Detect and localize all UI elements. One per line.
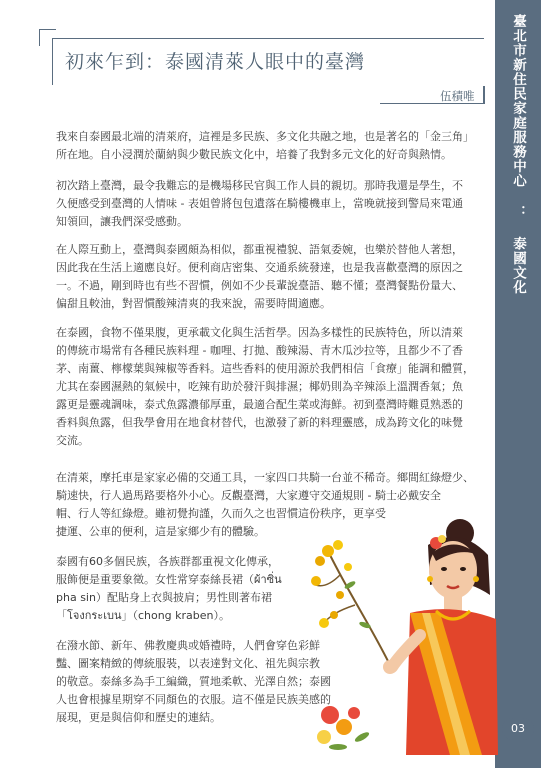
paragraph-line: 在潑水節、新年、佛教慶典或婚禮時，人們會穿色彩鮮 xyxy=(56,639,320,652)
thai-woman-illustration xyxy=(310,515,498,755)
paragraph-line: 所在地。自小浸潤於蘭納與少數民族文化中，培養了我對多元文化的好奇與熱情。 xyxy=(56,148,452,161)
paragraph-line: 茅、南薑、檸檬葉與辣椒等香料。這些香料的使用源於我們相信「食療」能調和體質， xyxy=(56,362,474,375)
paragraph-2 xyxy=(56,177,463,231)
paragraph-3 xyxy=(56,241,463,313)
paragraph-line: 展現，更是與信仰和歷史的連結。 xyxy=(56,711,221,724)
author-divider xyxy=(483,86,485,104)
paragraph-4 xyxy=(56,324,474,450)
paragraph-line: 露更是靈魂調味，泰式魚露濃郁厚重，最適合配生菜或海鮮。初到臺灣時難覓熟悉的 xyxy=(56,398,463,411)
flower-cluster xyxy=(317,706,370,750)
paragraph-6 xyxy=(56,553,282,625)
article-title: 初來乍到：泰國清萊人眼中的臺灣 xyxy=(65,51,366,73)
paragraph-1 xyxy=(56,128,474,164)
paragraph-line: 的敬意。泰絲多為手工編織，質地柔軟、光澤自然；泰國 xyxy=(56,675,331,688)
paragraph-line: 一。不過，剛到時也有些不習慣，例如不少長輩說臺語、聽不懂；臺灣餐點份量大、 xyxy=(56,279,463,292)
paragraph-7 xyxy=(56,637,331,727)
paragraph-line: 帽、行人等紅綠燈。雖初覺拘謹，久而久之也習慣這份秩序，更享受 xyxy=(56,507,386,520)
paragraph-line: pha sin）配貼身上衣與披肩；男性則著布裙 xyxy=(56,591,272,604)
paragraph-line: 久便感受到臺灣的人情味 - 表姐曾將包包遺落在騎樓機車上，當晚就接到警局來電通 xyxy=(56,197,463,210)
paragraph-line: 捷運、公車的便利，這是家鄉少有的體驗。 xyxy=(56,525,265,538)
paragraph-line: 騎速快，行人過馬路要格外小心。反觀臺灣，大家遵守交通規則 - 騎士必戴安全 xyxy=(56,489,441,502)
flower-branch xyxy=(311,540,390,665)
paragraph-line: 在清萊，摩托車是家家必備的交通工具，一家四口共騎一台並不稀奇。鄉間紅綠燈少、 xyxy=(56,471,474,484)
paragraph-line: 的傳統市場常有各種民族料理 - 咖哩、打拋、酸辣湯、青木瓜沙拉等，且都少不了香 xyxy=(56,344,463,357)
paragraph-line: 香料與魚露，但我學會用在地食材替代，也激發了新的料理靈感，成為跨文化的味覺 xyxy=(56,416,463,429)
article-author: 伍積唯 xyxy=(440,89,475,103)
paragraph-line: 在泰國，食物不僅果腹，更承載文化與生活哲學。因為多樣性的民族特色，所以清萊 xyxy=(56,326,463,339)
paragraph-line: 偏甜且較油，對習慣酸辣清爽的我來說，需要時間適應。 xyxy=(56,297,331,310)
paragraph-line: 在人際互動上，臺灣與泰國頗為相似，都重視禮貌、語氣委婉，也樂於替他人著想， xyxy=(56,243,463,256)
paragraph-line: 尤其在泰國濕熱的氣候中，吃辣有助於發汗與排濕；椰奶則為辛辣添上溫潤香氣；魚 xyxy=(56,380,463,393)
paragraph-line: 初次踏上臺灣，最令我難忘的是機場移民官與工作人員的親切。那時我還是學生，不 xyxy=(56,179,463,192)
paragraph-line: 「โจงกระเบน」（chong kraben）。 xyxy=(56,609,231,622)
paragraph-line: 豔、圖案精緻的傳統服裝，以表達對文化、祖先與宗教 xyxy=(56,657,320,670)
paragraph-line: 人也會根據星期穿不同顏色的衣服。這不僅是民族美感的 xyxy=(56,693,331,706)
paragraph-line: 泰國有60多個民族，各族群都重視文化傳承， xyxy=(56,555,279,568)
paragraph-line: 因此我在生活上適應良好。便利商店密集、交通系統發達，也是我喜歡臺灣的原因之 xyxy=(56,261,463,274)
paragraph-line: 交流。 xyxy=(56,434,89,447)
side-band-title: 臺北市新住民家庭服務中心 ： 泰國文化 xyxy=(510,14,526,295)
page-number: 03 xyxy=(502,718,534,740)
paragraph-line: 服飾便是重要象徵。女性常穿泰絲長裙（ผ้าซิ่น xyxy=(56,573,282,586)
paragraph-line: 知領回，讓我們深受感動。 xyxy=(56,215,188,228)
paragraph-line: 我來自泰國最北端的清萊府，這裡是多民族、多文化共融之地，也是著名的「金三角」 xyxy=(56,130,474,143)
